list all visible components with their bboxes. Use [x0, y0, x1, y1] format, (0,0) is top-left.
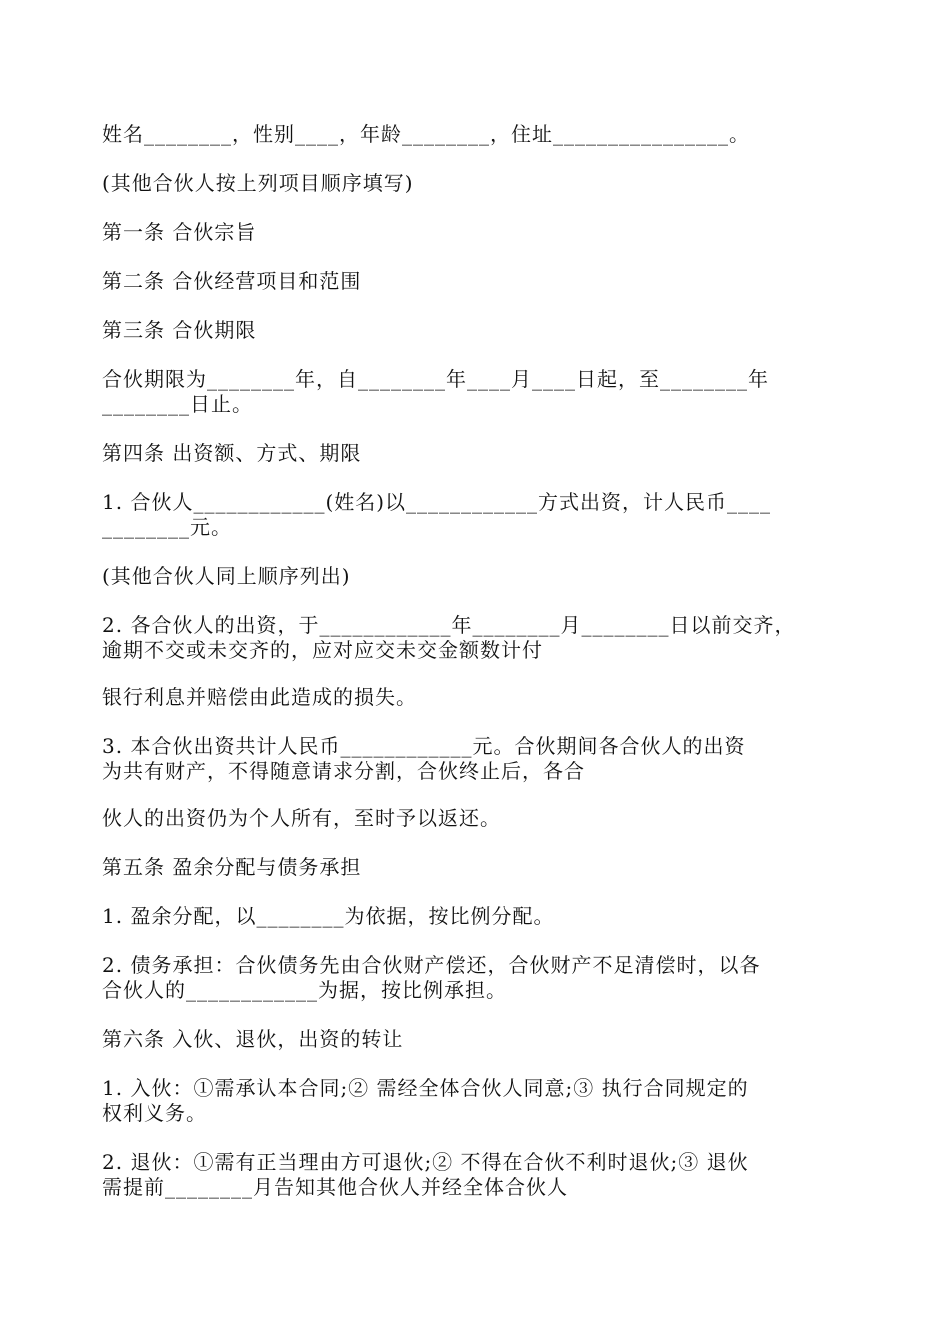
- contribution-item-3: 3. 本合伙出资共计人民币____________元。合伙期间各合伙人的出资 为共有财产，不得随意请求分割，合伙终止后，各合: [102, 734, 746, 783]
- profit-distribution-item: 1. 盈余分配，以________为依据，按比例分配。: [102, 904, 555, 928]
- article-5-heading: 第五条 盈余分配与债务承担: [102, 855, 362, 879]
- contribution-item-2-cont: 银行利息并赔偿由此造成的损失。: [102, 685, 417, 709]
- contribution-item-1: 1. 合伙人____________(姓名)以____________方式出资，计人民币____ ________元。: [102, 490, 772, 539]
- partner-info-note: (其他合伙人按上列项目顺序填写): [102, 171, 414, 195]
- withdrawal-item: 2. 退伙：①需有正当理由方可退伙;② 不得在合伙不利时退伙;③ 退伙 需提前________月告知其他合伙人并经全体合伙人: [102, 1150, 749, 1199]
- partnership-term-text: 合伙期限为________年，自________年____月____日起，至________年 ________日止。: [102, 367, 769, 416]
- article-1-heading: 第一条 合伙宗旨: [102, 220, 257, 244]
- article-2-heading: 第二条 合伙经营项目和范围: [102, 269, 362, 293]
- article-3-heading: 第三条 合伙期限: [102, 318, 257, 342]
- contribution-item-2: 2. 各合伙人的出资，于____________年________月________日以前交齐， 逾期不交或未交齐的，应对应交未交金额数计付: [102, 613, 796, 662]
- debt-bearing-item: 2. 债务承担：合伙债务先由合伙财产偿还，合伙财产不足清偿时，以各 合伙人的____________为据，按比例承担。: [102, 953, 761, 1002]
- contribution-item-3-cont: 伙人的出资仍为个人所有，至时予以返还。: [102, 806, 501, 830]
- article-4-heading: 第四条 出资额、方式、期限: [102, 441, 362, 465]
- partner-info-line: 姓名________，性别____，年龄________，住址________________。: [102, 122, 750, 146]
- article-6-heading: 第六条 入伙、退伙，出资的转让: [102, 1027, 404, 1051]
- contribution-note: (其他合伙人同上顺序列出): [102, 564, 351, 588]
- admission-item: 1. 入伙：①需承认本合同;② 需经全体合伙人同意;③ 执行合同规定的 权利义务。: [102, 1076, 749, 1125]
- document-body: [102, 122, 852, 1224]
